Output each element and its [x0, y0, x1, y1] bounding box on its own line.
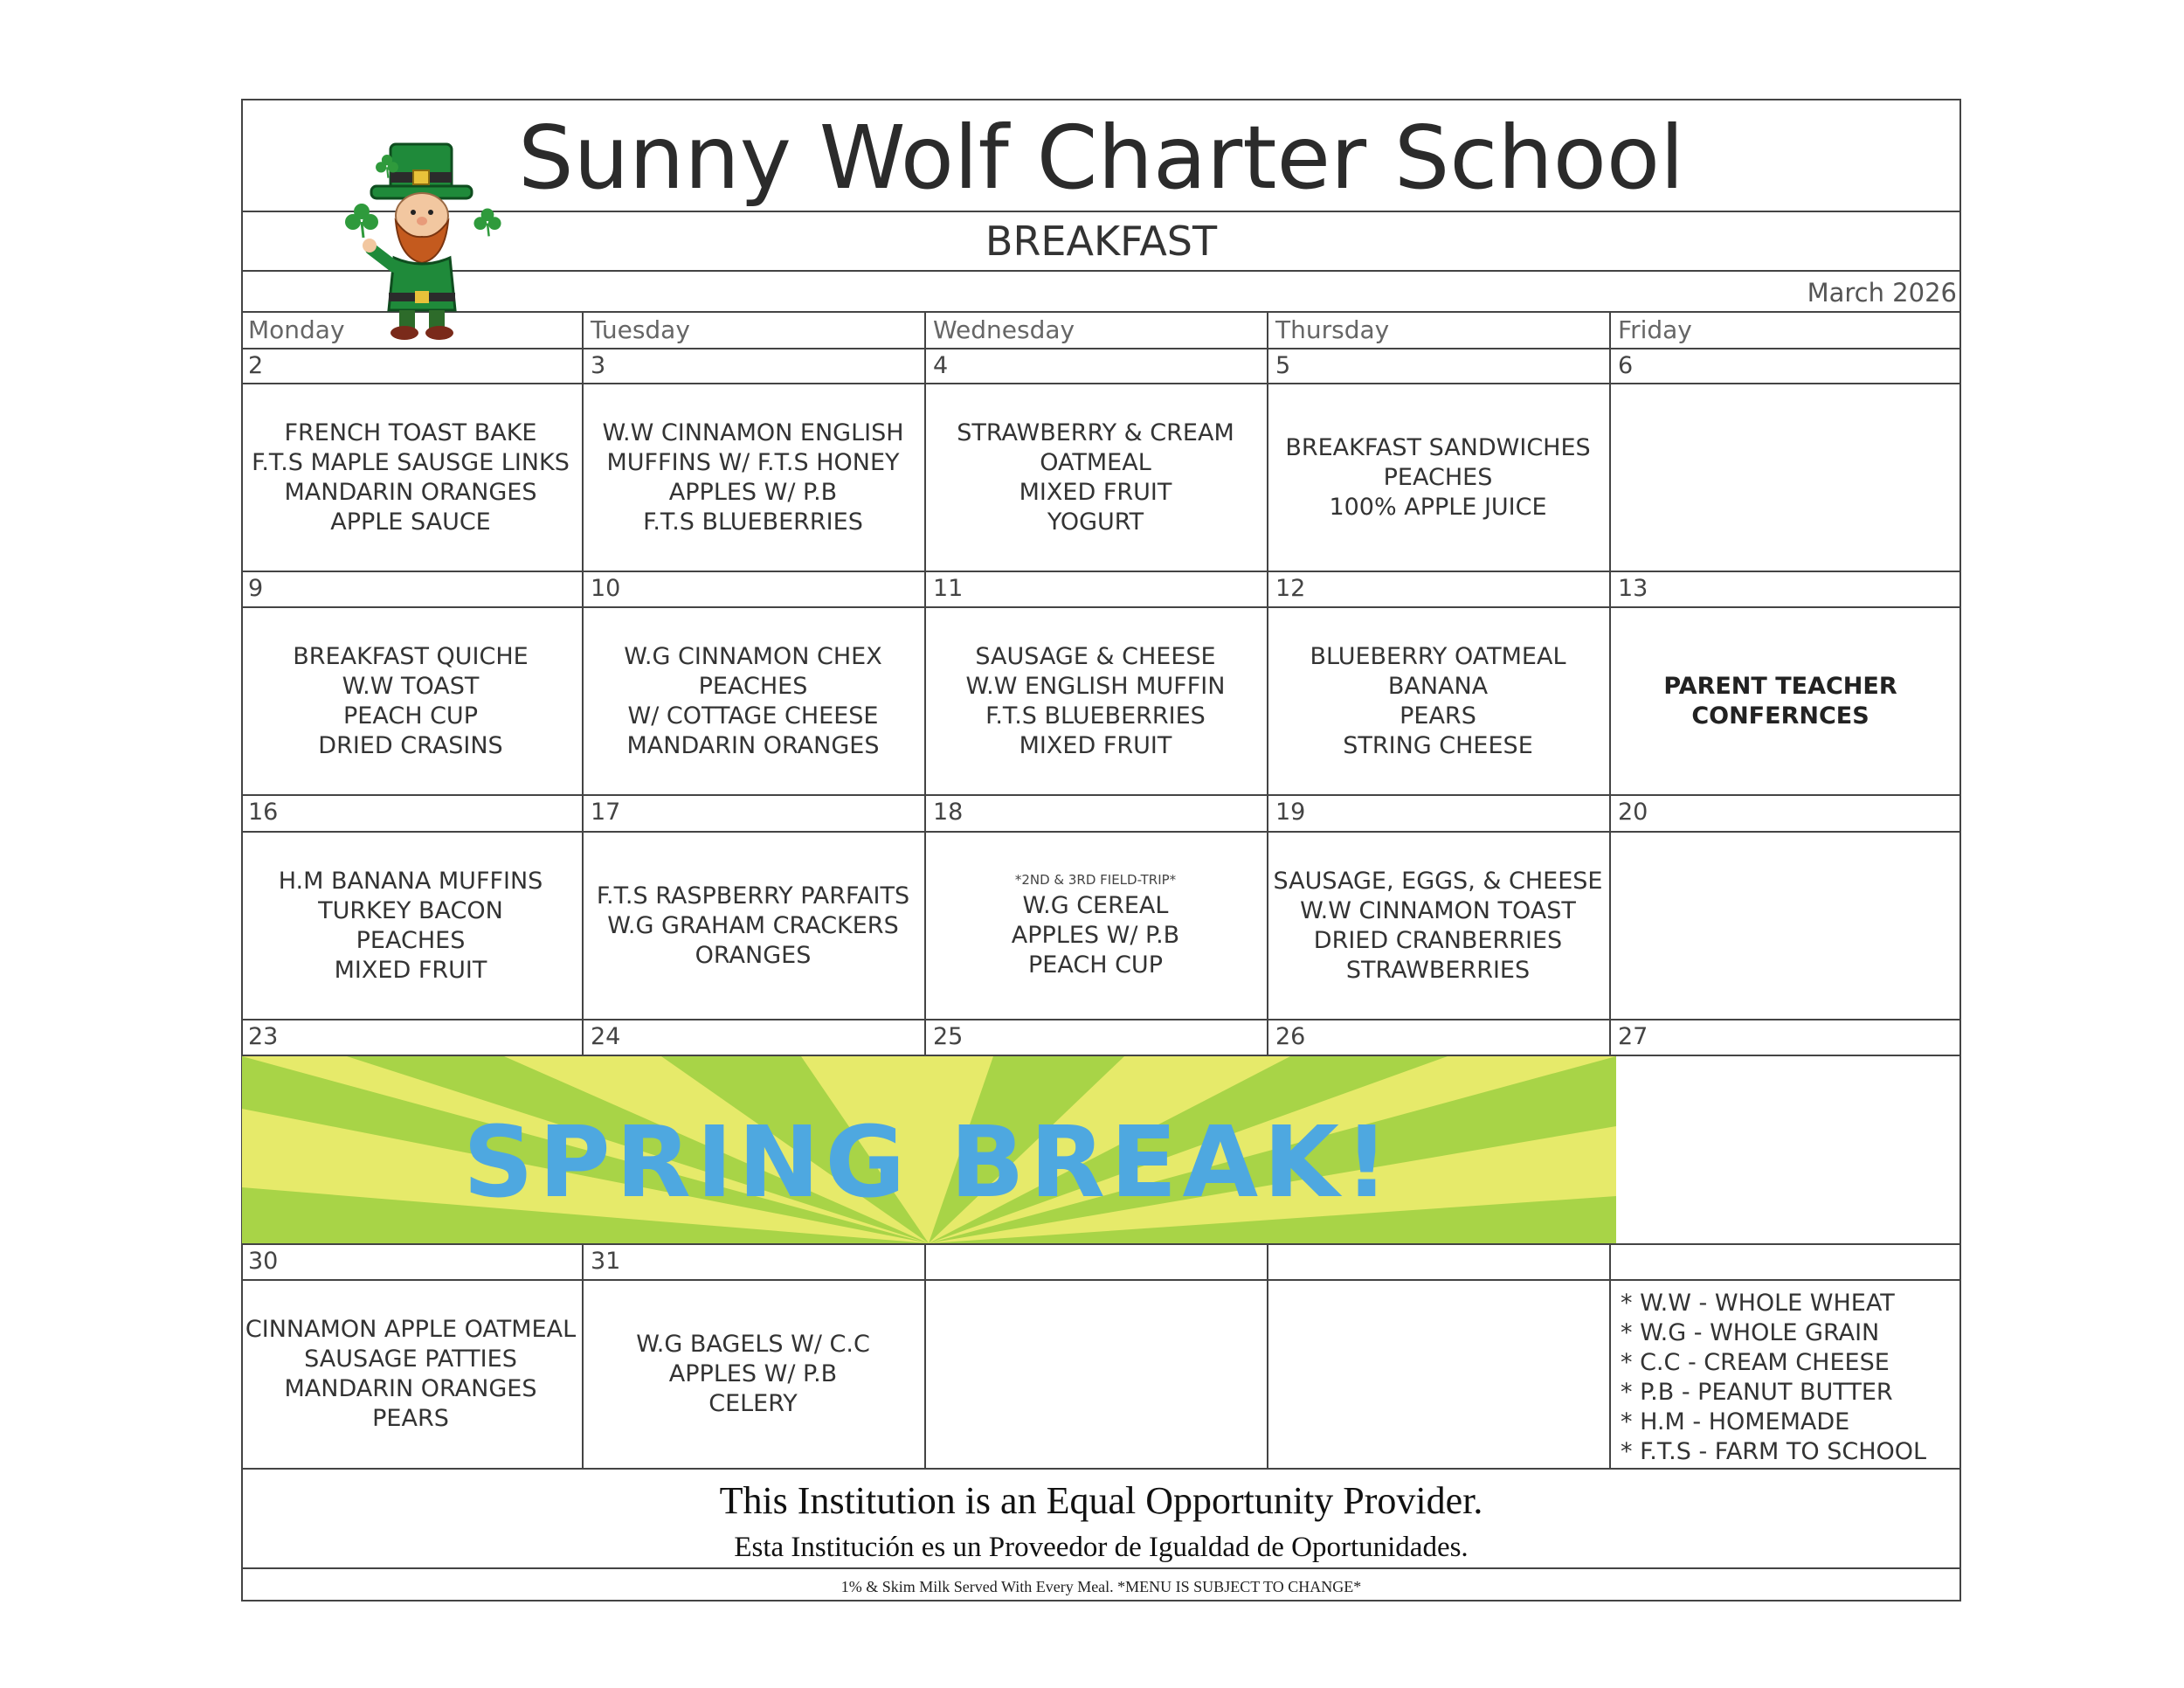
menu-cell — [239, 608, 582, 795]
field-trip-note: *2ND & 3RD FIELD-TRIP* — [1014, 872, 1177, 888]
leprechaun-mascot — [336, 135, 511, 345]
menu-item: W.W ENGLISH MUFFIN — [965, 673, 1226, 700]
menu-item: MANDARIN ORANGES — [626, 732, 880, 759]
legend-item: * F.T.S - FARM TO SCHOOL — [1621, 1438, 1927, 1465]
menu-item: PEACHES — [356, 927, 466, 954]
date-number: 27 — [1618, 1023, 1648, 1050]
menu-item: W.G BAGELS W/ C.C — [636, 1331, 870, 1358]
menu-cell — [924, 833, 1267, 1020]
menu-item: BREAKFAST QUICHE — [293, 643, 529, 670]
menu-cell — [582, 1281, 924, 1468]
shamrock-icon — [374, 153, 400, 179]
divider — [241, 348, 1961, 349]
milk-note: 1% & Skim Milk Served With Every Meal. *MENU IS SUBJECT TO CHANGE* — [840, 1578, 1362, 1595]
menu-item: PEACHES — [698, 673, 808, 700]
date-number: 23 — [248, 1023, 279, 1050]
menu-item: W.G GRAHAM CRACKERS — [607, 912, 899, 939]
menu-item: MIXED FRUIT — [1019, 479, 1172, 506]
date-number: 19 — [1275, 799, 1306, 826]
menu-item: BLUEBERRY OATMEAL — [1310, 643, 1566, 670]
event-label: PARENT TEACHER — [1663, 673, 1897, 700]
menu-item: 100% APPLE JUICE — [1329, 494, 1547, 521]
date-number: 11 — [933, 575, 964, 602]
menu-item: H.M BANANA MUFFINS — [278, 868, 543, 895]
divider — [241, 1468, 1961, 1470]
menu-item: W.G CEREAL — [1022, 892, 1169, 919]
date-number: 24 — [591, 1023, 621, 1050]
shamrock-icon — [472, 206, 503, 238]
spring-break-text: SPRING BREAK! — [463, 1106, 1394, 1220]
menu-item: YOGURT — [1047, 508, 1144, 536]
date-number: 31 — [591, 1248, 621, 1275]
menu-item: BANANA — [1387, 673, 1489, 700]
menu-item: MANDARIN ORANGES — [284, 1375, 537, 1402]
menu-cell — [582, 384, 924, 571]
event-cell — [1609, 608, 1952, 795]
menu-item: STRAWBERRIES — [1345, 957, 1531, 984]
date-number: 13 — [1618, 575, 1648, 602]
date-number: 17 — [591, 799, 621, 826]
date-number: 3 — [591, 352, 606, 379]
weekday-header-wednesday: Wednesday — [933, 315, 1075, 344]
menu-item: TURKEY BACON — [318, 897, 503, 924]
menu-item: APPLES W/ P.B — [668, 479, 838, 506]
menu-item: W.W CINNAMON ENGLISH — [602, 419, 904, 446]
legend-item: * W.G - WHOLE GRAIN — [1621, 1319, 1880, 1346]
menu-cell — [582, 608, 924, 795]
menu-item: PEARS — [1400, 702, 1476, 730]
menu-cell — [239, 833, 582, 1020]
menu-item: CELERY — [708, 1390, 798, 1417]
date-number: 18 — [933, 799, 964, 826]
weekday-header-tuesday: Tuesday — [591, 315, 690, 344]
menu-item: MANDARIN ORANGES — [284, 479, 537, 506]
menu-item: F.T.S MAPLE SAUSGE LINKS — [252, 449, 570, 476]
event-label: CONFERNCES — [1691, 702, 1870, 730]
divider — [241, 1243, 1961, 1245]
menu-item: MUFFINS W/ F.T.S HONEY — [606, 449, 900, 476]
menu-item: APPLES W/ P.B — [668, 1360, 838, 1387]
legend-item: * H.M - HOMEMADE — [1621, 1408, 1850, 1435]
weekday-header-thursday: Thursday — [1275, 315, 1390, 344]
date-number: 2 — [248, 352, 264, 379]
menu-item: SAUSAGE PATTIES — [304, 1346, 517, 1373]
menu-item: F.T.S BLUEBERRIES — [643, 508, 863, 536]
menu-item: PEACHES — [1383, 464, 1493, 491]
date-number: 20 — [1618, 799, 1648, 826]
menu-cell — [239, 384, 582, 571]
date-number: 26 — [1275, 1023, 1306, 1050]
menu-item: STRAWBERRY & CREAM — [957, 419, 1234, 446]
menu-item: SAUSAGE, EGGS, & CHEESE — [1273, 868, 1603, 895]
legend-item: * P.B - PEANUT BUTTER — [1621, 1379, 1893, 1406]
menu-item: OATMEAL — [1040, 449, 1151, 476]
meal-title: BREAKFAST — [985, 218, 1218, 265]
menu-item: F.T.S BLUEBERRIES — [985, 702, 1206, 730]
menu-item: W.W TOAST — [342, 673, 480, 700]
weekday-header-monday: Monday — [248, 315, 345, 344]
menu-item: PEARS — [372, 1405, 449, 1432]
date-number: 4 — [933, 352, 949, 379]
menu-item: DRIED CRANBERRIES — [1313, 927, 1563, 954]
menu-item: DRIED CRASINS — [318, 732, 503, 759]
date-number: 12 — [1275, 575, 1306, 602]
menu-cell — [1267, 608, 1609, 795]
weekday-header-friday: Friday — [1618, 315, 1692, 344]
legend-item: * W.W - WHOLE WHEAT — [1621, 1290, 1895, 1317]
abbreviation-legend — [1617, 1289, 1963, 1467]
date-number: 16 — [248, 799, 279, 826]
menu-item: MIXED FRUIT — [1019, 732, 1172, 759]
menu-cell — [1267, 384, 1609, 571]
menu-cell — [239, 1281, 582, 1468]
legend-item: * C.C - CREAM CHEESE — [1621, 1349, 1890, 1376]
menu-cell — [924, 384, 1267, 571]
page-title: Sunny Wolf Charter School — [518, 107, 1684, 209]
menu-item: STRING CHEESE — [1343, 732, 1533, 759]
spring-break-banner — [242, 1056, 1616, 1243]
month-label: March 2026 — [1807, 278, 1957, 308]
menu-item: W.G CINNAMON CHEX — [624, 643, 882, 670]
menu-item: PEACH CUP — [1028, 951, 1163, 979]
menu-item: FRENCH TOAST BAKE — [284, 419, 537, 446]
menu-item: BREAKFAST SANDWICHES — [1285, 434, 1591, 461]
equal-opportunity-statement: This Institution is an Equal Opportunity Provider. — [719, 1479, 1483, 1522]
menu-cell — [924, 608, 1267, 795]
menu-item: MIXED FRUIT — [334, 957, 487, 984]
menu-item: APPLES W/ P.B — [1011, 922, 1180, 949]
column-divider — [1609, 311, 1611, 1468]
date-number: 30 — [248, 1248, 279, 1275]
menu-item: W/ COTTAGE CHEESE — [627, 702, 879, 730]
menu-item: F.T.S RASPBERRY PARFAITS — [596, 882, 910, 910]
date-number: 9 — [248, 575, 264, 602]
menu-item: ORANGES — [695, 942, 812, 969]
shamrock-icon — [342, 201, 381, 239]
menu-cell — [1267, 833, 1609, 1020]
date-number: 6 — [1618, 352, 1634, 379]
date-number: 5 — [1275, 352, 1291, 379]
menu-item: PEACH CUP — [343, 702, 478, 730]
menu-item: APPLE SAUCE — [330, 508, 491, 536]
menu-item: W.W CINNAMON TOAST — [1300, 897, 1576, 924]
menu-cell — [582, 833, 924, 1020]
date-number: 25 — [933, 1023, 964, 1050]
sunburst-background — [242, 1056, 1616, 1243]
date-number: 10 — [591, 575, 621, 602]
equal-opportunity-statement-es: Esta Institución es un Proveedor de Igualdad de Oportunidades. — [734, 1532, 1469, 1563]
menu-item: SAUSAGE & CHEESE — [975, 643, 1216, 670]
menu-item: CINNAMON APPLE OATMEAL — [245, 1316, 577, 1343]
divider — [241, 1567, 1961, 1569]
